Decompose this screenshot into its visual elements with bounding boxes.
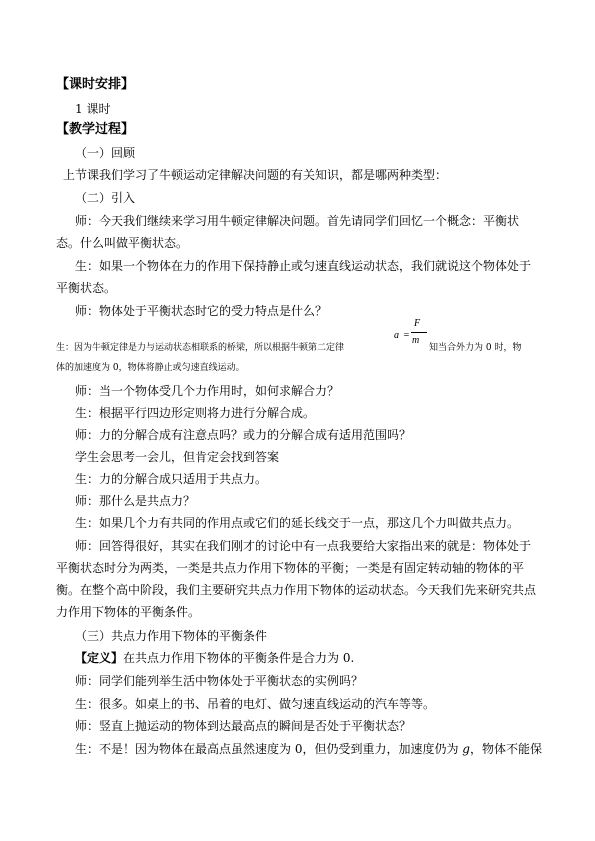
review-text: 上节课我们学习了牛顿运动定律解决问题的有关知识，都是哪两种类型： — [63, 168, 448, 182]
formula-equals: = — [403, 330, 410, 341]
paragraph-line: 生：力的分解合成只适用于共点力。 — [75, 472, 268, 486]
section-heading-process: 【教学过程】 — [56, 122, 135, 137]
review-title: （一）回顾 — [75, 146, 136, 160]
paragraph-line: 平衡状态。 — [56, 281, 117, 295]
paragraph-line: 师：竖直上抛运动的物体到达最高点的瞬间是否处于平衡状态？ — [75, 719, 412, 733]
paragraph-line: 师：今天我们继续来学习用牛顿定律解决问题。首先请同学们回忆一个概念：平衡状 — [75, 214, 520, 228]
definition-label: 【定义】 — [75, 651, 124, 665]
paragraph-line: 生：根据平行四边形定则将力进行分解合成。 — [75, 406, 316, 420]
formula-lhs: a — [394, 330, 399, 341]
paragraph-line: 生：很多。如桌上的书、吊着的电灯、做匀速直线运动的汽车等等。 — [75, 697, 436, 711]
definition-line — [75, 650, 354, 666]
paragraph-line: 生：因为牛顿定律是力与运动状态相联系的桥梁，所以根据牛顿第二定律 — [56, 343, 345, 353]
formula-numerator: F — [414, 318, 421, 329]
paragraph-line: 知当合外力为 0 时，物 — [429, 343, 522, 353]
intro-title: （二）引入 — [75, 191, 136, 205]
paragraph-line: 衡。在整个高中阶段，我们主要研究共点力作用下物体的运动状态。今天我们先来研究共点 — [56, 583, 537, 597]
text-run: 生：不是！因为物体在最高点虽然速度为 0，但仍受到重力，加速度仍为 — [75, 742, 463, 756]
paragraph-line: 师：物体处于平衡状态时它的受力特点是什么？ — [75, 304, 328, 318]
paragraph-line: 师：同学们能列举生活中物体处于平衡状态的实例吗？ — [75, 674, 364, 688]
paragraph-line: 体的加速度为 0，物体将静止或匀速直线运动。 — [56, 363, 245, 373]
paragraph-line: 态。什么叫做平衡状态。 — [56, 236, 189, 250]
paragraph-line: 生：如果几个力有共同的作用点或它们的延长线交于一点，那这几个力叫做共点力。 — [75, 516, 520, 530]
formula-denominator: m — [412, 335, 420, 346]
section-heading-arrangement: 【课时安排】 — [56, 77, 135, 92]
symbol-g: g — [462, 742, 470, 756]
text-run: ，物体不能保 — [469, 742, 542, 756]
paragraph-line: 师：当一个物体受几个力作用时，如何求解合力？ — [75, 384, 340, 398]
paragraph-line: 学生会思考一会儿，但肯定会找到答案 — [75, 450, 280, 464]
arrangement-text: 1 课时 — [75, 102, 111, 116]
paragraph-line: 力作用下物体的平衡条件。 — [56, 605, 201, 619]
section3-title: （三）共点力作用下物体的平衡条件 — [75, 629, 268, 643]
paragraph-line: 师：力的分解合成有注意点吗？或力的分解合成有适用范围吗？ — [75, 428, 412, 442]
paragraph-line: 师：回答得很好，其实在我们刚才的讨论中有一点我要给大家指出来的就是：物体处于 — [75, 539, 532, 553]
paragraph-line: 师：那什么是共点力？ — [75, 494, 196, 508]
paragraph-line: 生：如果一个物体在力的作用下保持静止或匀速直线运动状态，我们就说这个物体处于 — [75, 259, 532, 273]
paragraph-line — [75, 741, 542, 757]
paragraph-line: 平衡状态时分为两类，一类是共点力作用下物体的平衡；一类是有固定转动轴的物体的平 — [56, 561, 525, 575]
fraction-bar — [411, 332, 427, 333]
definition-text: 在共点力作用下物体的平衡条件是合力为 0. — [123, 651, 355, 665]
